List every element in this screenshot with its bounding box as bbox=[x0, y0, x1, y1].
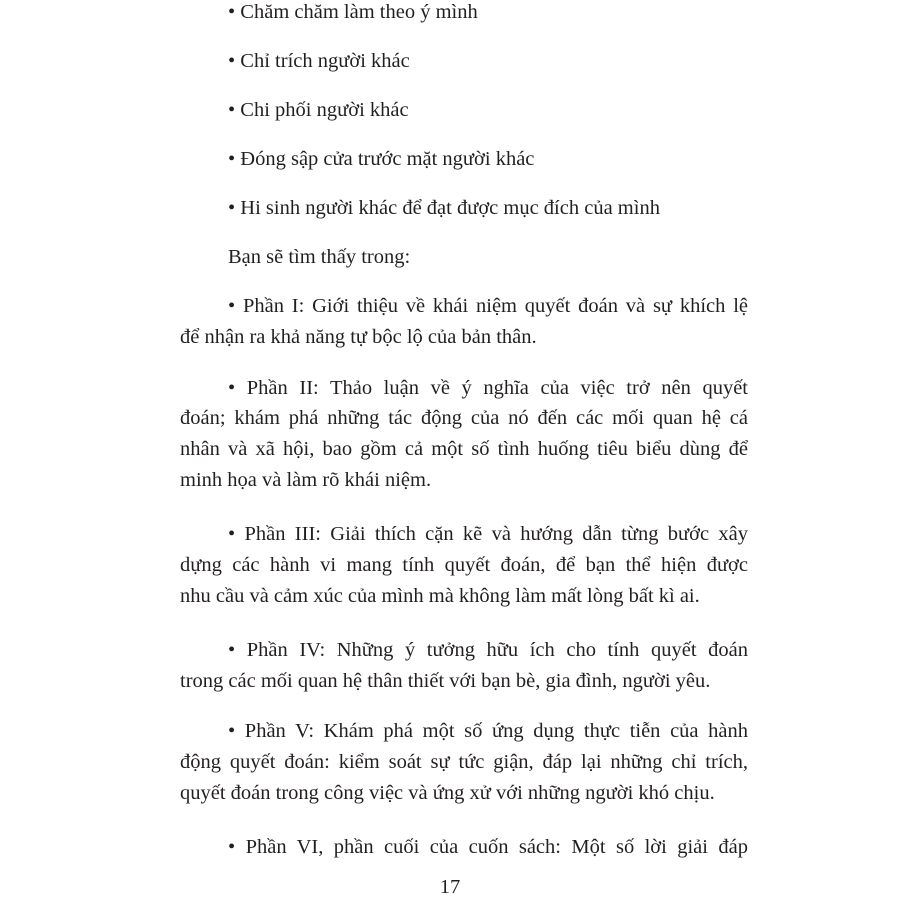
paragraph-line: • Chăm chăm làm theo ý mình bbox=[228, 1, 478, 23]
paragraph-line: • Phần VI, phần cuối của cuốn sách: Một số lời giải đáp bbox=[228, 836, 748, 858]
paragraph-line: • Phần II: Thảo luận về ý nghĩa của việc trở nên quyết bbox=[228, 377, 748, 399]
paragraph-line: để nhận ra khả năng tự bộc lộ của bản thân. bbox=[180, 326, 537, 348]
paragraph-line: trong các mối quan hệ thân thiết với bạn bè, gia đình, người yêu. bbox=[180, 670, 711, 692]
paragraph-line: nhân và xã hội, bao gồm cả một số tình huống tiêu biểu dùng để bbox=[180, 438, 748, 460]
paragraph-line: • Phần V: Khám phá một số ứng dụng thực tiễn của hành bbox=[228, 720, 748, 742]
paragraph-line: • Phần IV: Những ý tưởng hữu ích cho tính quyết đoán bbox=[228, 639, 748, 661]
paragraph-line: • Đóng sập cửa trước mặt người khác bbox=[228, 148, 535, 170]
paragraph-line: quyết đoán trong công việc và ứng xử với những người khó chịu. bbox=[180, 782, 715, 804]
paragraph-line: • Phần I: Giới thiệu về khái niệm quyết đoán và sự khích lệ bbox=[228, 295, 748, 317]
paragraph-line: • Chỉ trích người khác bbox=[228, 50, 410, 72]
paragraph-line: nhu cầu và cảm xúc của mình mà không làm mất lòng bất kì ai. bbox=[180, 585, 700, 607]
paragraph-line: • Phần III: Giải thích cặn kẽ và hướng dẫn từng bước xây bbox=[228, 523, 748, 545]
paragraph-line: minh họa và làm rõ khái niệm. bbox=[180, 469, 432, 491]
intro-line: Bạn sẽ tìm thấy trong: bbox=[228, 246, 411, 268]
paragraph-line: • Hi sinh người khác để đạt được mục đích của mình bbox=[228, 197, 660, 219]
paragraph-line: dựng các hành vi mang tính quyết đoán, để bạn thể hiện được bbox=[180, 554, 748, 576]
paragraph-line: đoán; khám phá những tác động của nó đến các mối quan hệ cá bbox=[180, 407, 748, 429]
paragraph-line: • Chi phối người khác bbox=[228, 99, 409, 121]
page-number: 17 bbox=[439, 876, 461, 898]
paragraph-line: động quyết đoán: kiểm soát sự tức giận, đáp lại những chỉ trích, bbox=[180, 751, 748, 773]
